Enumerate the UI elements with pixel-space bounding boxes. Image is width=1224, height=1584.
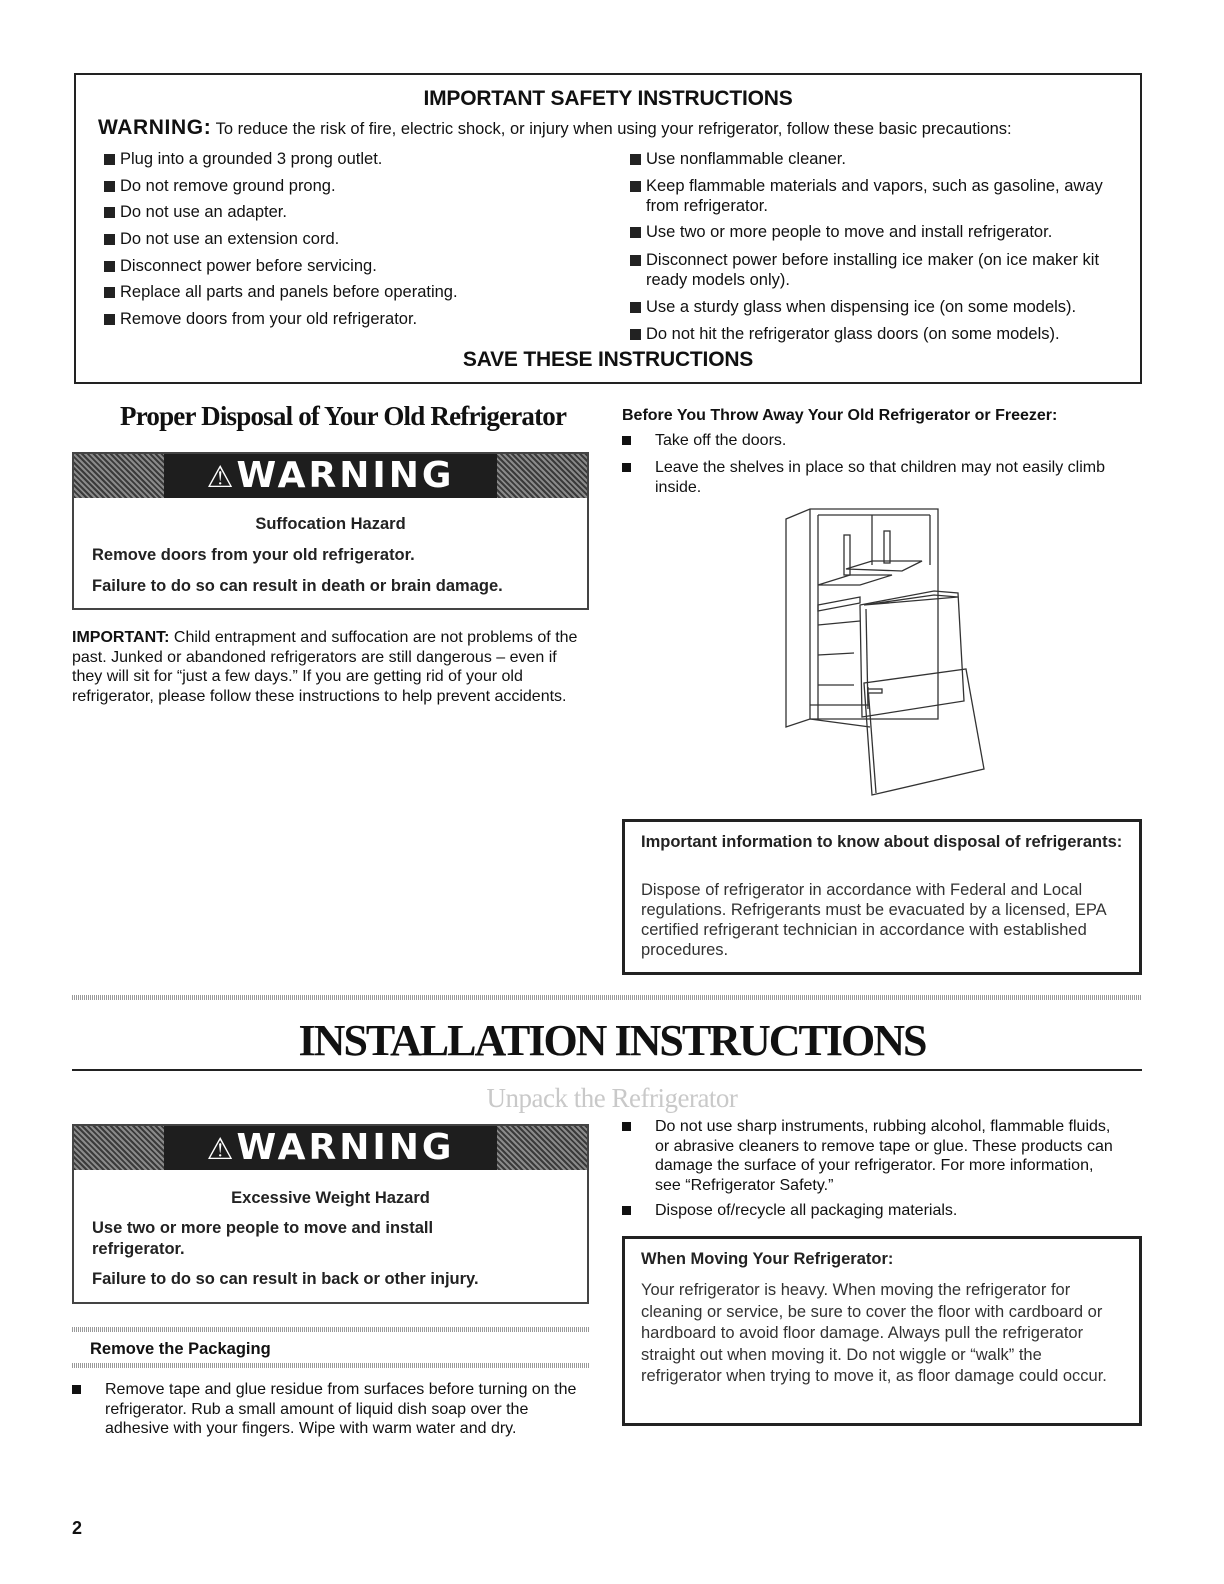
bullet-square-icon [622, 1206, 631, 1215]
installation-title: INSTALLATION INSTRUCTIONS [298, 1016, 926, 1065]
bullet-square-icon [622, 463, 631, 472]
safety-instructions-box [74, 73, 1142, 384]
warning-hazard-title: Excessive Weight Hazard [231, 1189, 430, 1207]
list-item: Do not use an adapter. [104, 202, 604, 222]
list-item: Remove tape and glue residue from surfaces before turning on the refrigerator. Rub a small amount of liquid dish soap over the adhesive with your fingers. Wipe with warm water and dry. [72, 1380, 577, 1439]
bullet-square-icon [104, 287, 115, 298]
bullet-square-icon [104, 154, 115, 165]
list-item: Disconnect power before installing ice maker (on ice maker kit ready models only). [630, 250, 1135, 290]
weight-warning-box [72, 1124, 589, 1304]
bullet-square-icon [104, 314, 115, 325]
list-item: Keep flammable materials and vapors, such as gasoline, away from refrigerator. [630, 176, 1135, 216]
warning-line: Failure to do so can result in death or brain damage. [92, 577, 503, 595]
moving-info-title: When Moving Your Refrigerator: [641, 1250, 894, 1268]
subsection-divider [72, 1363, 589, 1368]
refrigerant-info-body: Dispose of refrigerator in accordance with Federal and Local regulations. Refrigerants must be evacuated by a licensed, EPA certified refrigerant technician in accordance with established procedures. [641, 881, 1106, 959]
list-item: Dispose of/recycle all packaging materials. [622, 1201, 1122, 1221]
bullet-square-icon [630, 154, 641, 165]
warning-line: Failure to do so can result in back or other injury. [92, 1270, 479, 1288]
list-item: Use two or more people to move and install refrigerator. [630, 222, 1135, 242]
bullet-square-icon [630, 302, 641, 313]
important-text: Child entrapment and suffocation are not problems of the past. Junked or abandoned refrigerators are still dangerous – even if they will sit for “just a few days.” If you are getting rid of your old refrigerator, please follow these instructions to help prevent accidents. [72, 629, 578, 705]
disposal-heading: Proper Disposal of Your Old Refrigerator [120, 401, 567, 431]
refrigerant-info-box [622, 819, 1142, 975]
important-label: IMPORTANT: [72, 629, 170, 646]
warning-line: Remove doors from your old refrigerator. [92, 546, 415, 564]
warning-banner-text: ⚠WARNING [206, 455, 455, 496]
safety-title: IMPORTANT SAFETY INSTRUCTIONS [423, 87, 793, 110]
bullet-square-icon [630, 181, 641, 192]
bullet-square-icon [630, 255, 641, 266]
refrigerant-info-title: Important information to know about disposal of refrigerants: [641, 833, 1123, 851]
warning-triangle-icon: ⚠ [206, 460, 237, 495]
before-throw-heading: Before You Throw Away Your Old Refrigerator or Freezer: [622, 407, 1058, 424]
bullet-square-icon [104, 261, 115, 272]
bullet-square-icon [630, 329, 641, 340]
bullet-square-icon [104, 207, 115, 218]
moving-info-box [622, 1236, 1142, 1426]
list-item: Take off the doors. [622, 431, 1122, 451]
list-item: Use a sturdy glass when dispensing ice (on some models). [630, 297, 1135, 317]
bullet-square-icon [630, 227, 641, 238]
title-underline [72, 1069, 1142, 1071]
list-item: Do not remove ground prong. [104, 176, 604, 196]
freezer-door [860, 591, 964, 717]
save-instructions-title: SAVE THESE INSTRUCTIONS [462, 348, 754, 371]
warning-banner [74, 1126, 587, 1170]
remove-packaging-heading: Remove the Packaging [90, 1340, 271, 1358]
warning-banner [74, 454, 587, 498]
list-item: Disconnect power before servicing. [104, 256, 604, 276]
subsection-divider [72, 1327, 589, 1332]
list-item: Use nonflammable cleaner. [630, 149, 1135, 169]
bullet-square-icon [622, 1122, 631, 1131]
warning-text: To reduce the risk of fire, electric shock, or injury when using your refrigerator, follow these basic precautions: [215, 120, 1012, 138]
warning-triangle-icon: ⚠ [206, 1132, 237, 1167]
bullet-square-icon [104, 234, 115, 245]
bullet-square-icon [72, 1385, 81, 1394]
page-number: 2 [72, 1518, 83, 1538]
warning-word: WARNING: [98, 116, 212, 139]
refrigerator-doors-removed-illustration [780, 505, 1000, 800]
list-item: Replace all parts and panels before operating. [104, 282, 604, 302]
unpack-heading: Unpack the Refrigerator [486, 1083, 738, 1113]
bullet-square-icon [104, 181, 115, 192]
safety-warning-line [98, 116, 1012, 140]
list-item: Plug into a grounded 3 prong outlet. [104, 149, 604, 169]
section-divider [72, 995, 1142, 1000]
list-item: Do not use sharp instruments, rubbing alcohol, flammable fluids, or abrasive cleaners to remove tape or glue. These products can damage the surface of your refrigerator. For more information, see “Refrigerator Safety.” [622, 1117, 1122, 1195]
list-item: Do not hit the refrigerator glass doors (on some models). [630, 324, 1135, 344]
moving-info-body: Your refrigerator is heavy. When moving the refrigerator for cleaning or service, be sure to cover the floor with cardboard or hardboard to avoid floor damage. Always pull the refrigerator straight out when moving it. Do not wiggle or “walk” the refrigerator when trying to move it, as floor damage could occur. [641, 1281, 1107, 1385]
suffocation-warning-box [72, 452, 589, 610]
important-paragraph [72, 628, 587, 706]
list-item: Do not use an extension cord. [104, 229, 604, 249]
bullet-square-icon [622, 436, 631, 445]
warning-banner-text: ⚠WARNING [206, 1127, 455, 1168]
list-item: Leave the shelves in place so that children may not easily climb inside. [622, 458, 1122, 497]
list-item: Remove doors from your old refrigerator. [104, 309, 604, 329]
warning-hazard-title: Suffocation Hazard [255, 515, 406, 533]
warning-line: Use two or more people to move and install refrigerator. [92, 1219, 434, 1258]
fridge-door [864, 669, 984, 795]
